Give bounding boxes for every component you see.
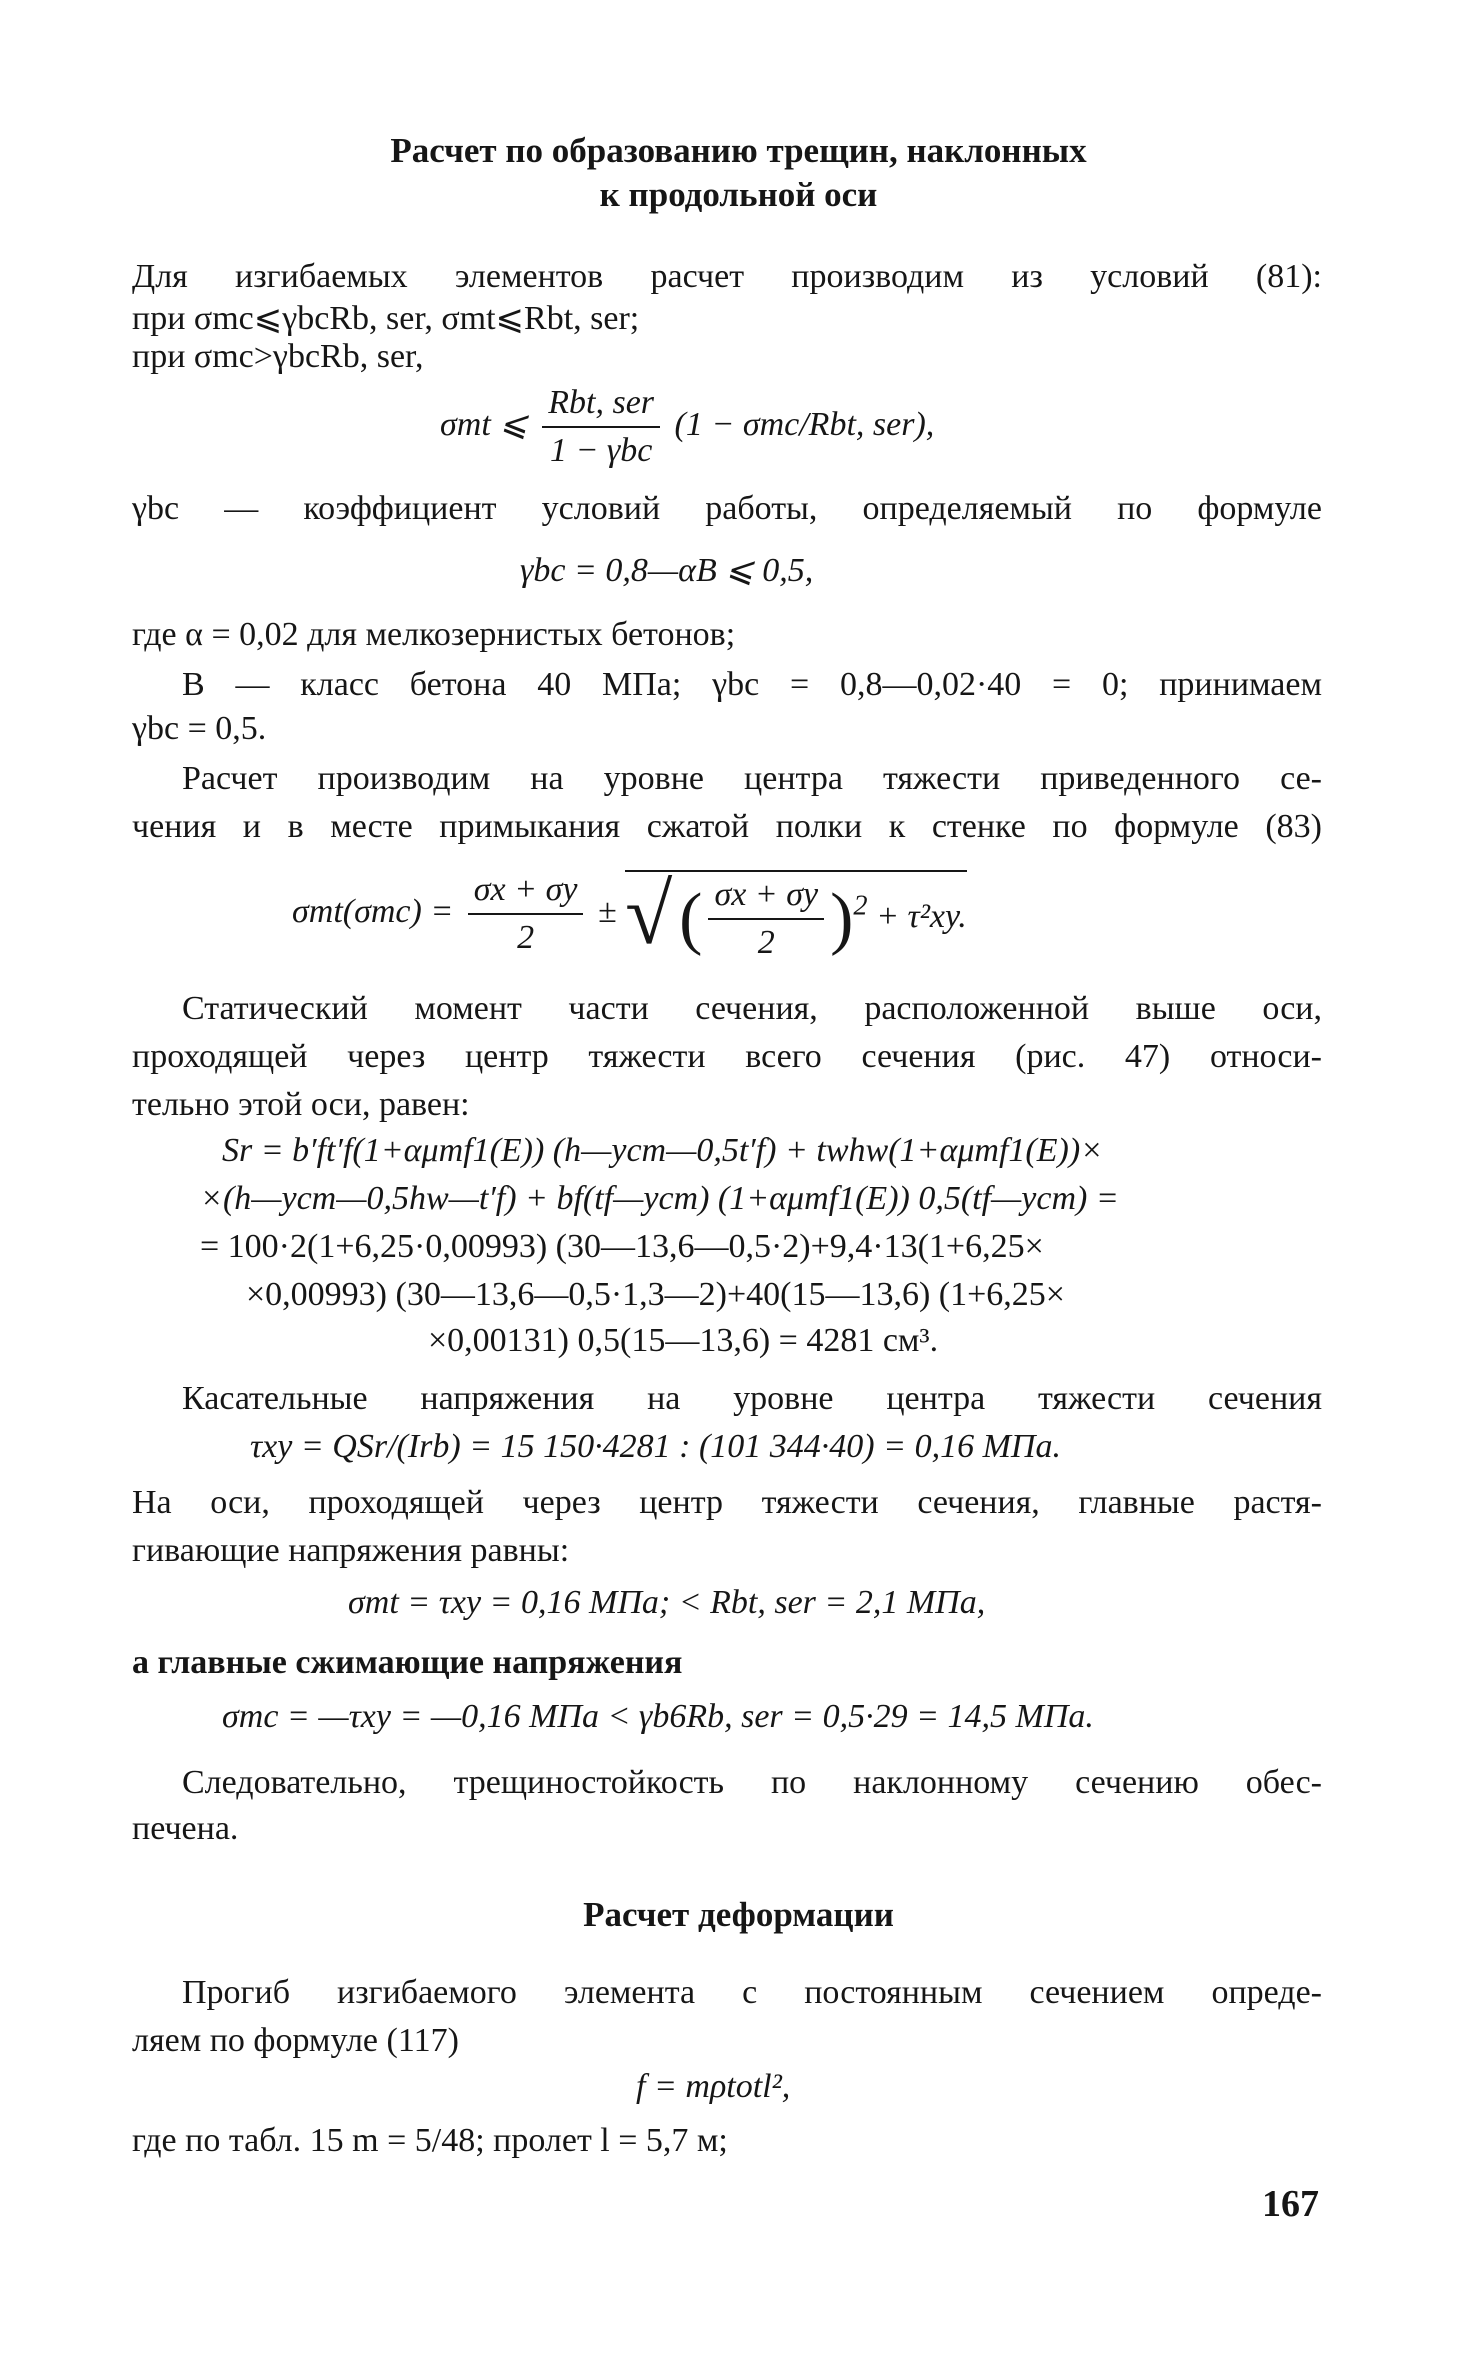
paragraph-line: Для изгибаемых элементов расчет производим из условий (81):: [132, 258, 1322, 295]
fraction-numerator: σx + σy: [714, 876, 819, 913]
section-heading-deformation: Расчет деформации: [583, 1895, 894, 1934]
paragraph-line: где α = 0,02 для мелкозернистых бетонов;: [132, 616, 736, 653]
paragraph-line: гивающие напряжения равны:: [132, 1532, 570, 1569]
fraction-denominator: 2: [468, 913, 584, 961]
formula-sigma-mt: [440, 380, 934, 474]
fraction: [708, 872, 824, 966]
paragraph-line: В — класс бетона 40 МПа; γbc = 0,8—0,02·40 = 0; принимаем: [182, 666, 1322, 703]
section-heading: Расчет по образованию трещин, наклонных: [390, 131, 1087, 170]
page-number: 167: [1262, 2183, 1319, 2225]
formula-compressive-stress: σmc = —τxy = —0,16 МПа < γb6Rb, ser = 0,5·29 = 14,5 МПа.: [222, 1698, 1094, 1735]
formula-tail: + τ²xy.: [876, 897, 967, 935]
paragraph-line: Расчет производим на уровне центра тяжести приведенного се-: [182, 760, 1322, 797]
formula-left: σmt ⩽: [440, 405, 528, 443]
fraction: [542, 380, 660, 474]
formula-deflection: f = mρtotl²,: [636, 2068, 791, 2105]
exponent: 2: [853, 890, 868, 922]
section-heading-line2: к продольной оси: [599, 175, 878, 214]
formula-left: σmt(σmc) =: [292, 892, 454, 930]
condition-line: при σmc⩽γbcRb, ser, σmt⩽Rbt, ser;: [132, 300, 640, 337]
paragraph-line: Касательные напряжения на уровне центра тяжести сечения: [182, 1380, 1322, 1417]
radical-sign: √: [625, 866, 673, 962]
formula-static-moment-5: ×0,00131) 0,5(15—13,6) = 4281 см³.: [428, 1322, 939, 1359]
formula-shear-stress: τxy = QSr/(Irb) = 15 150·4281 : (101 344·40) = 0,16 МПа.: [250, 1428, 1061, 1465]
paragraph-line: Прогиб изгибаемого элемента с постоянным сечением опреде-: [182, 1974, 1322, 2011]
formula-tensile-stress: σmt = τxy = 0,16 МПа; < Rbt, ser = 2,1 МПа,: [348, 1584, 986, 1621]
paragraph-line: печена.: [132, 1810, 239, 1847]
paragraph-line: γbc — коэффициент условий работы, определяемый по формуле: [132, 490, 1322, 527]
condition-line: при σmc>γbcRb, ser,: [132, 338, 424, 375]
fraction-denominator: 1 − γbc: [542, 426, 660, 474]
square-root: √ ( $\frac{\sigma x + \sigma y}{2}$ )$^2$ + τ²xy.: [625, 870, 967, 966]
formula-gamma-bc: γbc = 0,8—αB ⩽ 0,5,: [520, 552, 814, 589]
paragraph-line: тельно этой оси, равен:: [132, 1086, 470, 1123]
formula-static-moment-1: Sr = b′ft′f(1+αμmf1(E)) (h—ycm—0,5t′f) + twhw(1+αμmf1(E))×: [222, 1132, 1104, 1169]
fraction-numerator: Rbt, ser: [548, 384, 655, 421]
fraction-numerator: σx + σy: [473, 871, 578, 908]
formula-static-moment-3: = 100·2(1+6,25·0,00993) (30—13,6—0,5·2)+9,4·13(1+6,25×: [200, 1228, 1044, 1265]
formula-static-moment-2: ×(h—ycm—0,5hw—t′f) + bf(tf—ycm) (1+αμmf1(E)) 0,5(tf—ycm) =: [200, 1180, 1119, 1217]
paragraph-line: Следовательно, трещиностойкость по наклонному сечению обес-: [182, 1764, 1322, 1801]
fraction: [468, 867, 584, 961]
formula-static-moment-4: ×0,00993) (30—13,6—0,5·1,3—2)+40(15—13,6) (1+6,25×: [246, 1276, 1065, 1313]
paragraph-line: ляем по формуле (117): [132, 2022, 459, 2059]
paragraph-line: а главные сжимающие напряжения: [132, 1644, 683, 1681]
paragraph-line: Статический момент части сечения, расположенной выше оси,: [182, 990, 1322, 1027]
paragraph-line: где по табл. 15 m = 5/48; пролет l = 5,7 м;: [132, 2122, 728, 2159]
paragraph-line: чения и в месте примыкания сжатой полки к стенке по формуле (83): [132, 808, 1322, 845]
formula-right: (1 − σmc/Rbt, ser),: [674, 405, 935, 443]
plus-minus: ±: [597, 892, 617, 930]
paragraph-line: проходящей через центр тяжести всего сечения (рис. 47) относи-: [132, 1038, 1322, 1075]
fraction-denominator: 2: [708, 918, 824, 966]
paragraph-line: γbc = 0,5.: [132, 710, 267, 747]
paragraph-line: На оси, проходящей через центр тяжести сечения, главные растя-: [132, 1484, 1322, 1521]
formula-principal-stress: [292, 862, 967, 966]
